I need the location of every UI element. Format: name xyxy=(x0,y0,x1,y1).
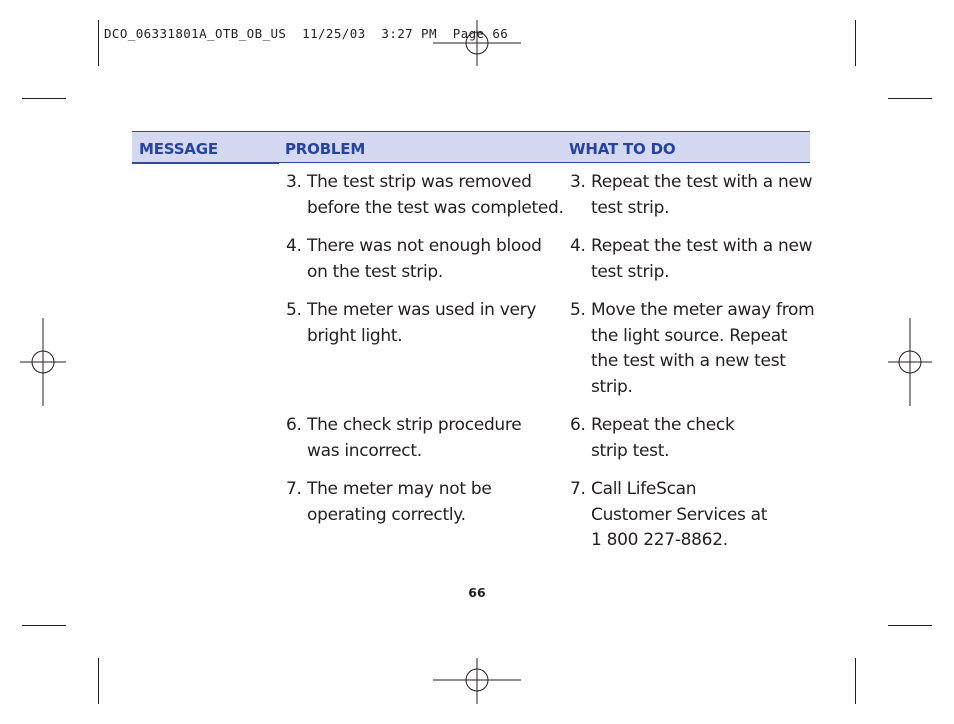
action-item xyxy=(570,413,815,464)
action-item xyxy=(570,477,815,554)
problem-text: There was not enough blood on the test strip. xyxy=(307,236,542,282)
print-slug: DCO_06331801A_OTB_OB_US 11/25/03 3:27 PM Page 66 xyxy=(104,26,509,41)
action-text: Move the meter away from the light source. Repeat the test with a new test strip. xyxy=(591,300,815,397)
problem-text: The check strip procedure was incorrect. xyxy=(307,415,522,461)
problem-number: 5. xyxy=(286,300,302,320)
problem-item xyxy=(286,477,566,528)
problem-item xyxy=(286,298,566,349)
action-number: 7. xyxy=(570,479,586,499)
registration-mark-top xyxy=(433,20,521,66)
problem-item xyxy=(286,170,566,221)
action-item xyxy=(570,298,815,400)
registration-mark-right xyxy=(888,318,932,406)
action-number: 5. xyxy=(570,300,586,320)
action-text: Repeat the test with a new test strip. xyxy=(591,172,813,218)
action-number: 4. xyxy=(570,236,586,256)
header-what-to-do: WHAT TO DO xyxy=(569,140,676,158)
table-header xyxy=(132,131,810,163)
problem-text: The meter may not be operating correctly. xyxy=(307,479,492,525)
problem-text: The test strip was removed before the test was completed. xyxy=(307,172,564,218)
action-text: Repeat the test with a new test strip. xyxy=(591,236,813,282)
problem-number: 6. xyxy=(286,415,302,435)
action-text: Call LifeScan Customer Services at 1 800 227-8862. xyxy=(591,479,768,550)
problem-number: 3. xyxy=(286,172,302,192)
page-number: 66 xyxy=(468,585,486,600)
message-column-rule xyxy=(132,163,279,164)
problem-number: 7. xyxy=(286,479,302,499)
header-message: MESSAGE xyxy=(139,140,218,158)
header-problem: PROBLEM xyxy=(285,140,366,158)
action-item xyxy=(570,234,815,285)
action-text: Repeat the check strip test. xyxy=(591,415,735,461)
problem-number: 4. xyxy=(286,236,302,256)
action-number: 3. xyxy=(570,172,586,192)
problem-item xyxy=(286,234,566,285)
problem-item xyxy=(286,413,566,464)
action-number: 6. xyxy=(570,415,586,435)
action-item xyxy=(570,170,815,221)
registration-mark-bottom xyxy=(433,658,521,704)
problem-text: The meter was used in very bright light. xyxy=(307,300,537,346)
registration-mark-left xyxy=(20,318,66,406)
